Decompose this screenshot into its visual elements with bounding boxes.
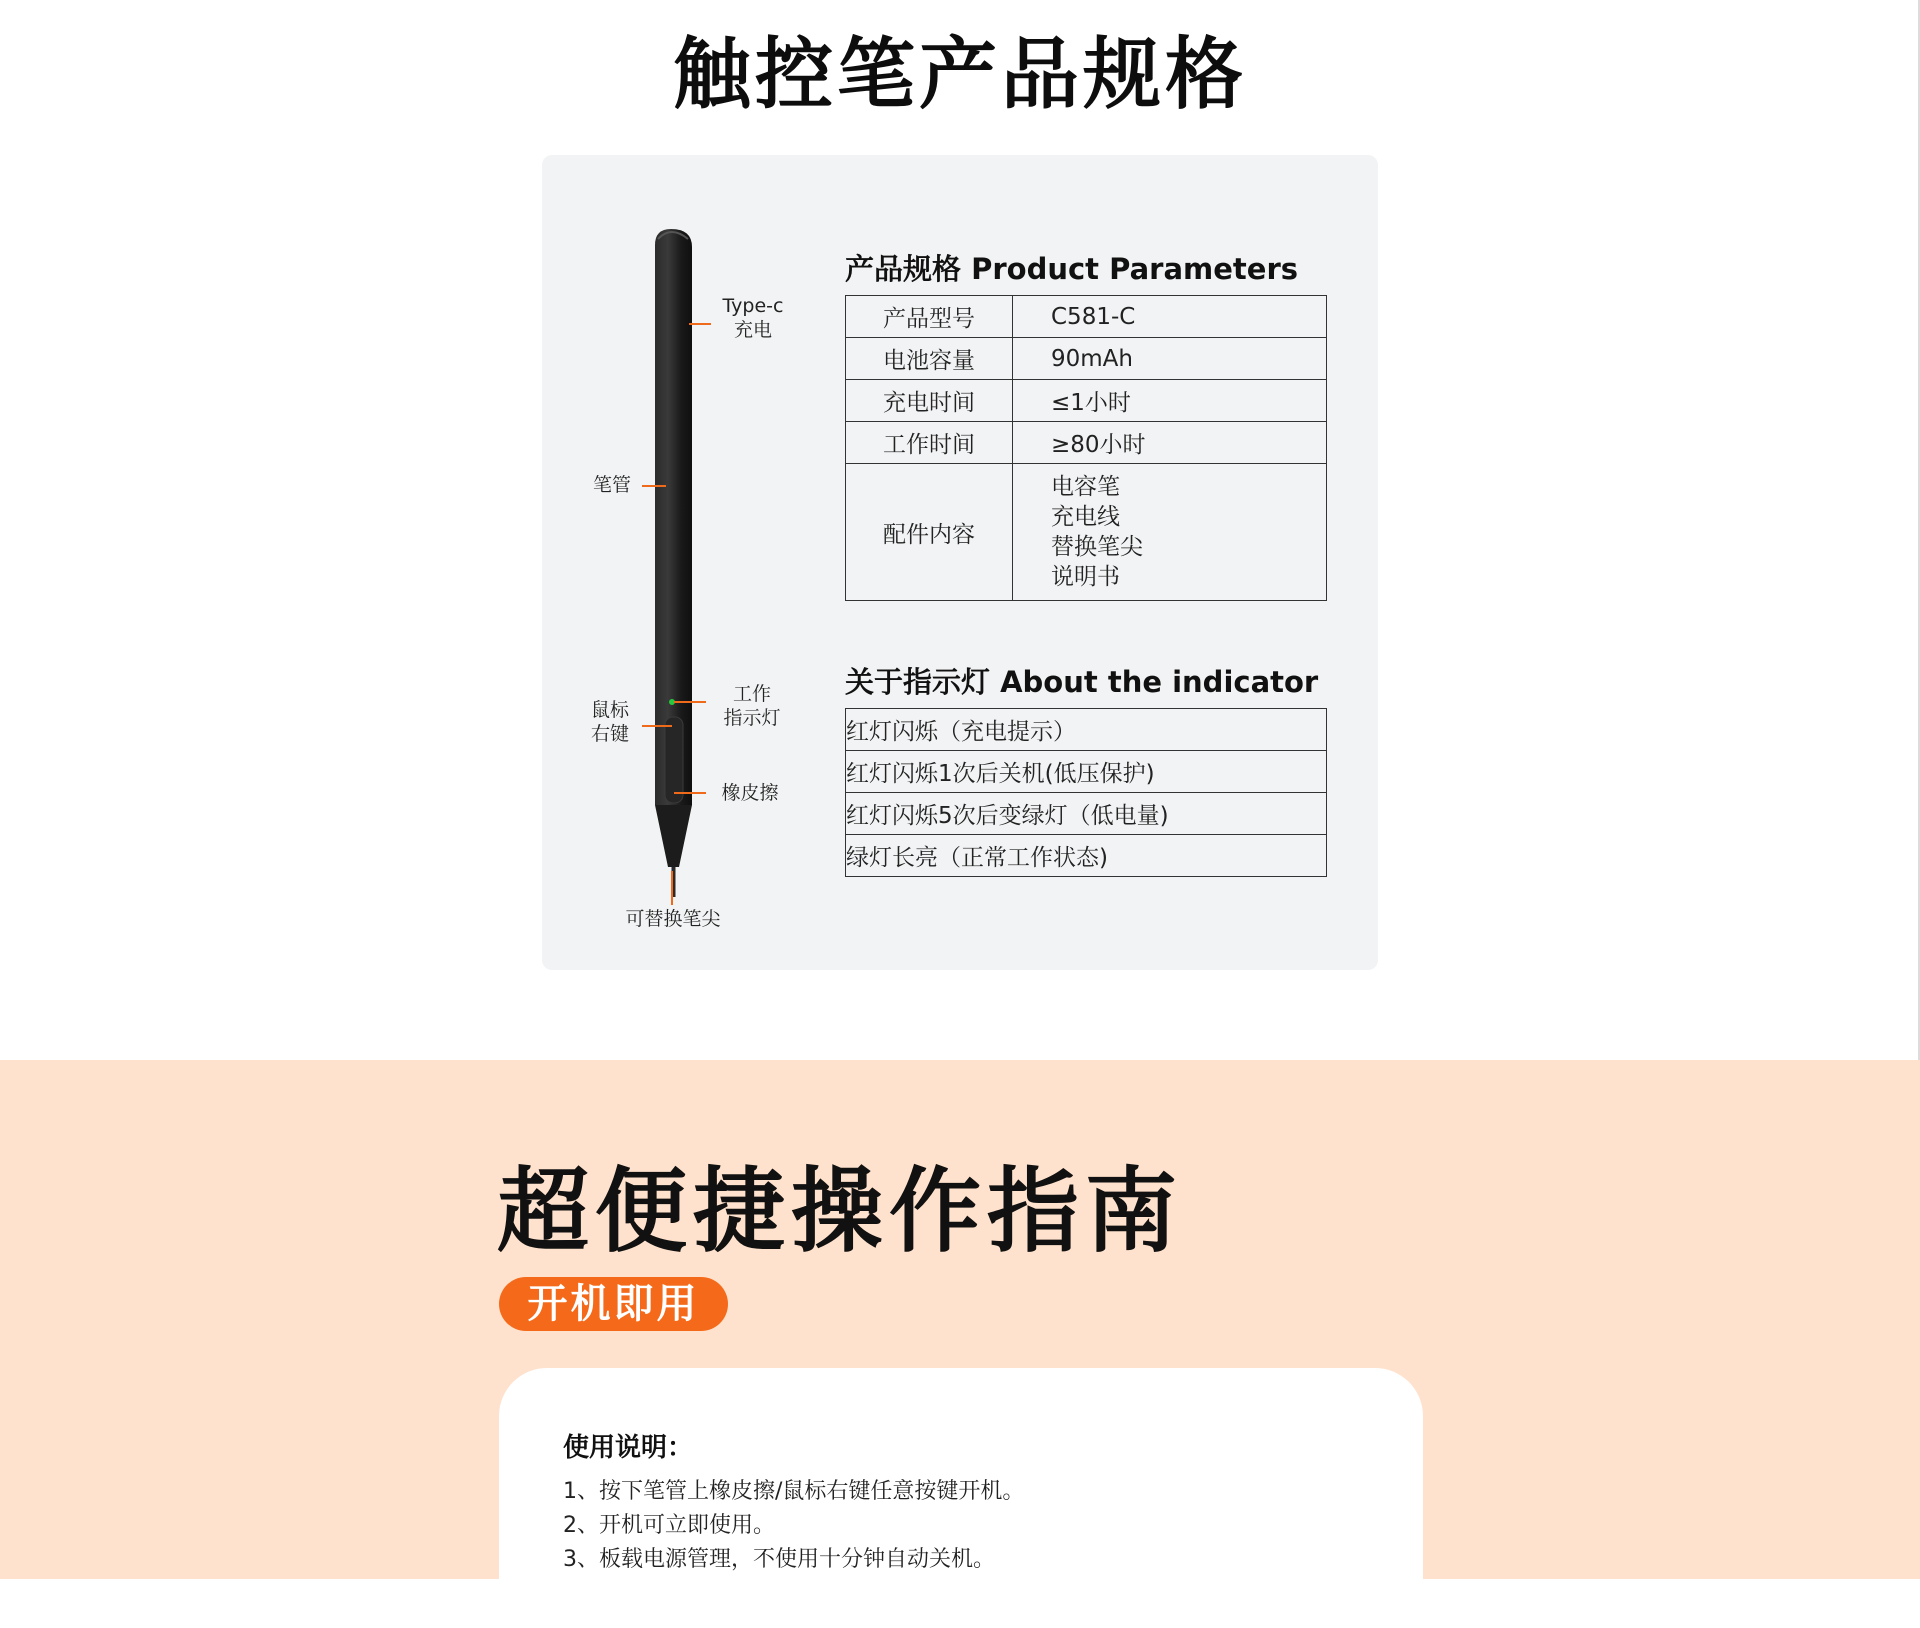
guide-section [0, 1060, 1920, 1579]
param-value: ≥80小时 [1013, 422, 1327, 464]
param-key: 产品型号 [846, 296, 1013, 338]
leader-tip [671, 871, 673, 905]
param-key: 电池容量 [846, 338, 1013, 380]
indicator-heading: 关于指示灯 About the indicator [845, 665, 1319, 699]
leader-typec [689, 323, 711, 325]
accessories-list [1013, 464, 1327, 601]
table-row [846, 380, 1327, 422]
spec-card [542, 155, 1378, 970]
accessory-item: 电容笔 [1051, 474, 1120, 500]
leader-eraser [674, 792, 706, 794]
indicator-table [845, 708, 1327, 877]
table-row [846, 751, 1327, 793]
instructions-heading: 使用说明： [563, 1433, 694, 1463]
table-row [846, 793, 1327, 835]
param-value: C581-C [1013, 296, 1327, 338]
indicator-row: 红灯闪烁1次后关机(低压保护) [846, 751, 1327, 793]
callout-barrel: 笔管 [592, 474, 631, 496]
instruction-line: 1、按下笔管上橡皮擦/鼠标右键任意按键开机。 [563, 1479, 1025, 1504]
table-row [846, 709, 1327, 751]
params-heading: 产品规格 Product Parameters [845, 252, 1299, 286]
table-row [846, 835, 1327, 877]
accessory-item: 替换笔尖 [1051, 534, 1143, 560]
table-row [846, 464, 1327, 601]
stylus-taper [655, 805, 692, 867]
param-value: ≤1小时 [1013, 380, 1327, 422]
power-on-badge: 开机即用 [499, 1277, 728, 1331]
callout-typec: Type-c 充电 [722, 295, 784, 341]
indicator-row: 绿灯长亮（正常工作状态) [846, 835, 1327, 877]
eraser-button [665, 717, 683, 803]
table-row [846, 422, 1327, 464]
params-table [845, 295, 1327, 601]
accessory-item: 充电线 [1051, 504, 1120, 530]
callout-mouse-right: 鼠标 右键 [590, 699, 629, 745]
guide-title: 超便捷操作指南 [497, 1158, 1184, 1265]
table-row [846, 296, 1327, 338]
leader-mouse [642, 725, 672, 727]
instruction-line: 3、板载电源管理，不使用十分钟自动关机。 [563, 1547, 995, 1572]
param-value: 90mAh [1013, 338, 1327, 380]
stylus-illustration [542, 155, 822, 970]
param-key: 充电时间 [846, 380, 1013, 422]
page-title: 触控笔产品规格 [672, 30, 1247, 120]
callout-indicator: 工作 指示灯 [723, 683, 781, 729]
table-row [846, 338, 1327, 380]
param-key: 工作时间 [846, 422, 1013, 464]
callout-tip: 可替换笔尖 [625, 908, 721, 930]
leader-barrel [642, 485, 666, 487]
param-key: 配件内容 [846, 464, 1013, 601]
stylus-figure [542, 155, 822, 970]
accessory-item: 说明书 [1051, 564, 1120, 590]
instructions-card [499, 1368, 1423, 1628]
leader-indicator [674, 701, 706, 703]
indicator-row: 红灯闪烁（充电提示） [846, 709, 1327, 751]
indicator-row: 红灯闪烁5次后变绿灯（低电量) [846, 793, 1327, 835]
callout-eraser: 橡皮擦 [721, 782, 779, 804]
instruction-line: 2、开机可立即使用。 [563, 1513, 775, 1538]
